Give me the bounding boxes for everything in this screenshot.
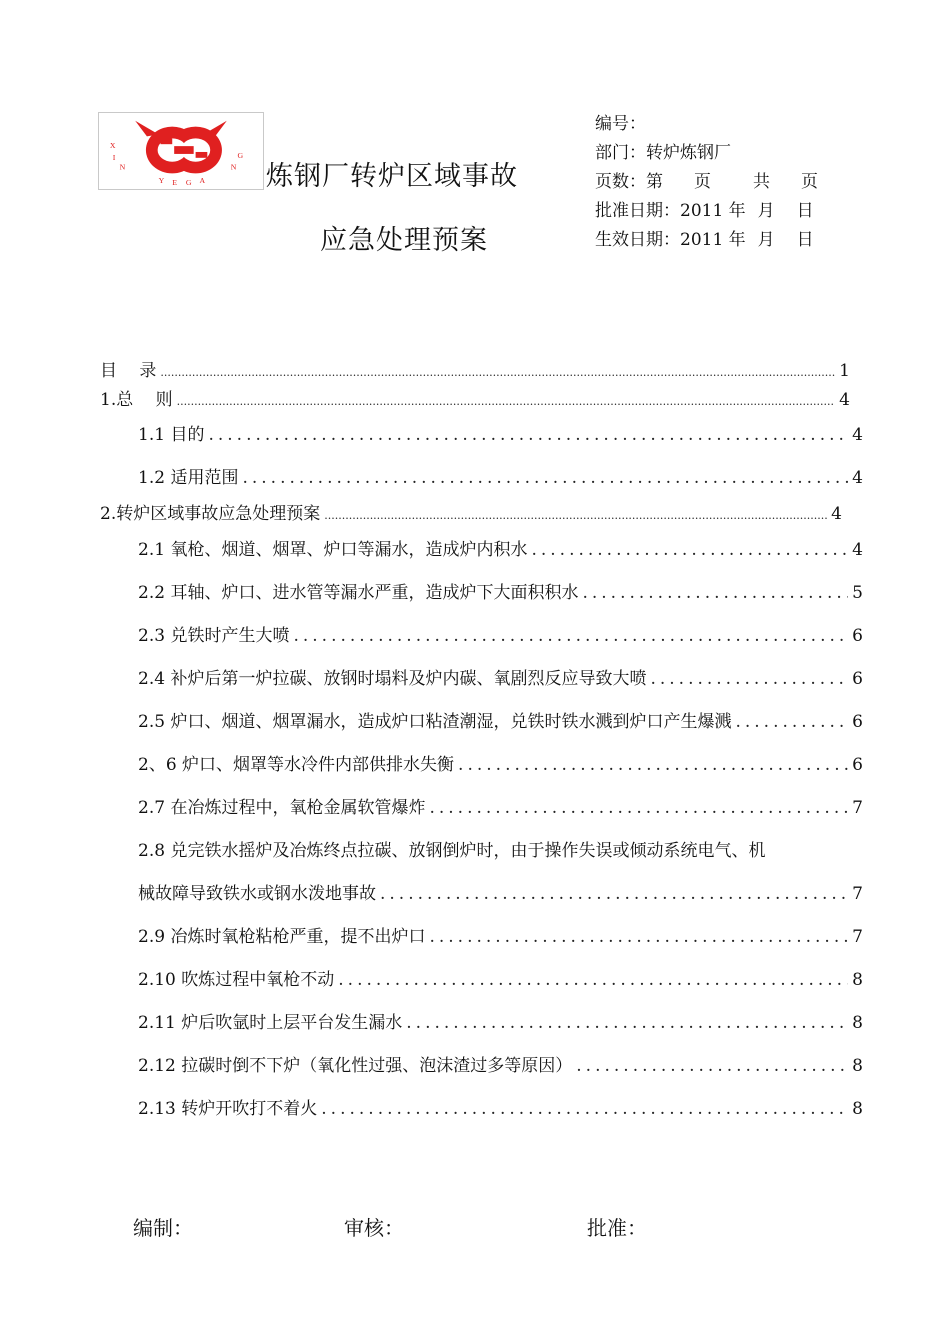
- toc-entry[interactable]: 械故障导致铁水或钢水泼地事故 ..... 7: [138, 879, 863, 904]
- document-meta: [595, 110, 818, 255]
- toc-entry[interactable]: 2.11 炉后吹氩时上层平台发生漏水 ..... 8: [138, 1008, 863, 1033]
- toc-entry[interactable]: 2.转炉区域事故应急处理预案 ..... 4: [100, 499, 842, 524]
- svg-text:I: I: [112, 152, 116, 162]
- toc-entry[interactable]: 2.3 兑铁时产生大喷 ..... 6: [138, 621, 863, 646]
- compiled-by-label: 编制：: [133, 1216, 193, 1240]
- toc-entry[interactable]: 目 录 ..... 1: [100, 356, 850, 381]
- toc-entry[interactable]: 2.1 氧枪、烟道、烟罩、炉口等漏水，造成炉内积水 ..... 4: [138, 535, 863, 560]
- toc-entry[interactable]: 2.5 炉口、烟道、烟罩漏水，造成炉口粘渣潮湿，兑铁时铁水溅到炉口产生爆溅 ..... 6: [138, 707, 863, 732]
- svg-text:G: G: [237, 150, 244, 160]
- svg-text:Y: Y: [158, 176, 165, 186]
- toc-entry[interactable]: 1.总 则 ..... 4: [100, 385, 850, 410]
- toc-entry[interactable]: 2.2 耳轴、炉口、进水管等漏水严重，造成炉下大面积积水 ..... 5: [138, 578, 863, 603]
- meta-approve-date: 批准日期：2011 年 月 日: [595, 201, 814, 221]
- company-logo: [98, 112, 264, 190]
- document-title-line2: 应急处理预案: [320, 225, 488, 256]
- approved-by-label: 批准：: [587, 1216, 647, 1240]
- toc-entry[interactable]: 2.4 补炉后第一炉拉碳、放钢时塌料及炉内碳、氧剧烈反应导致大喷 ..... 6: [138, 664, 863, 689]
- svg-text:N: N: [230, 162, 237, 172]
- toc-entry[interactable]: 2.10 吹炼过程中氧枪不动 ..... 8: [138, 965, 863, 990]
- toc-entry[interactable]: 1.1 目的 ..... 4: [138, 420, 863, 445]
- svg-text:N: N: [119, 162, 126, 172]
- svg-text:X: X: [109, 141, 116, 151]
- reviewed-by-label: 审核：: [344, 1216, 404, 1240]
- document-title-line1: 炼钢厂转炉区域事故: [266, 161, 518, 192]
- toc-entry-wrapped-start[interactable]: 2.8 兑完铁水摇炉及冶炼终点拉碳、放钢倒炉时，由于操作失误或倾动系统电气、机: [138, 841, 766, 861]
- toc-entry[interactable]: 2.9 冶炼时氧枪粘枪严重，提不出炉口 ..... 7: [138, 922, 863, 947]
- svg-text:G: G: [185, 178, 192, 188]
- meta-department: 部门：转炉炼钢厂: [595, 143, 731, 163]
- toc-entry[interactable]: 2、6 炉口、烟罩等水冷件内部供排水失衡 ..... 6: [138, 750, 863, 775]
- toc-entry[interactable]: 1.2 适用范围 ..... 4: [138, 463, 863, 488]
- svg-text:E: E: [172, 178, 177, 188]
- toc-entry[interactable]: 2.7 在冶炼过程中，氧枪金属软管爆炸 ..... 7: [138, 793, 863, 818]
- meta-effective-date: 生效日期：2011 年 月 日: [595, 230, 814, 250]
- meta-number: 编号：: [595, 114, 646, 134]
- toc-entry[interactable]: 2.13 转炉开吹打不着火 ..... 8: [138, 1094, 863, 1119]
- svg-text:A: A: [199, 176, 206, 186]
- toc-entry[interactable]: 2.12 拉碳时倒不下炉（氧化性过强、泡沫渣过多等原因） ..... 8: [138, 1051, 863, 1076]
- meta-pages: 页数：第 页 共 页: [595, 172, 818, 192]
